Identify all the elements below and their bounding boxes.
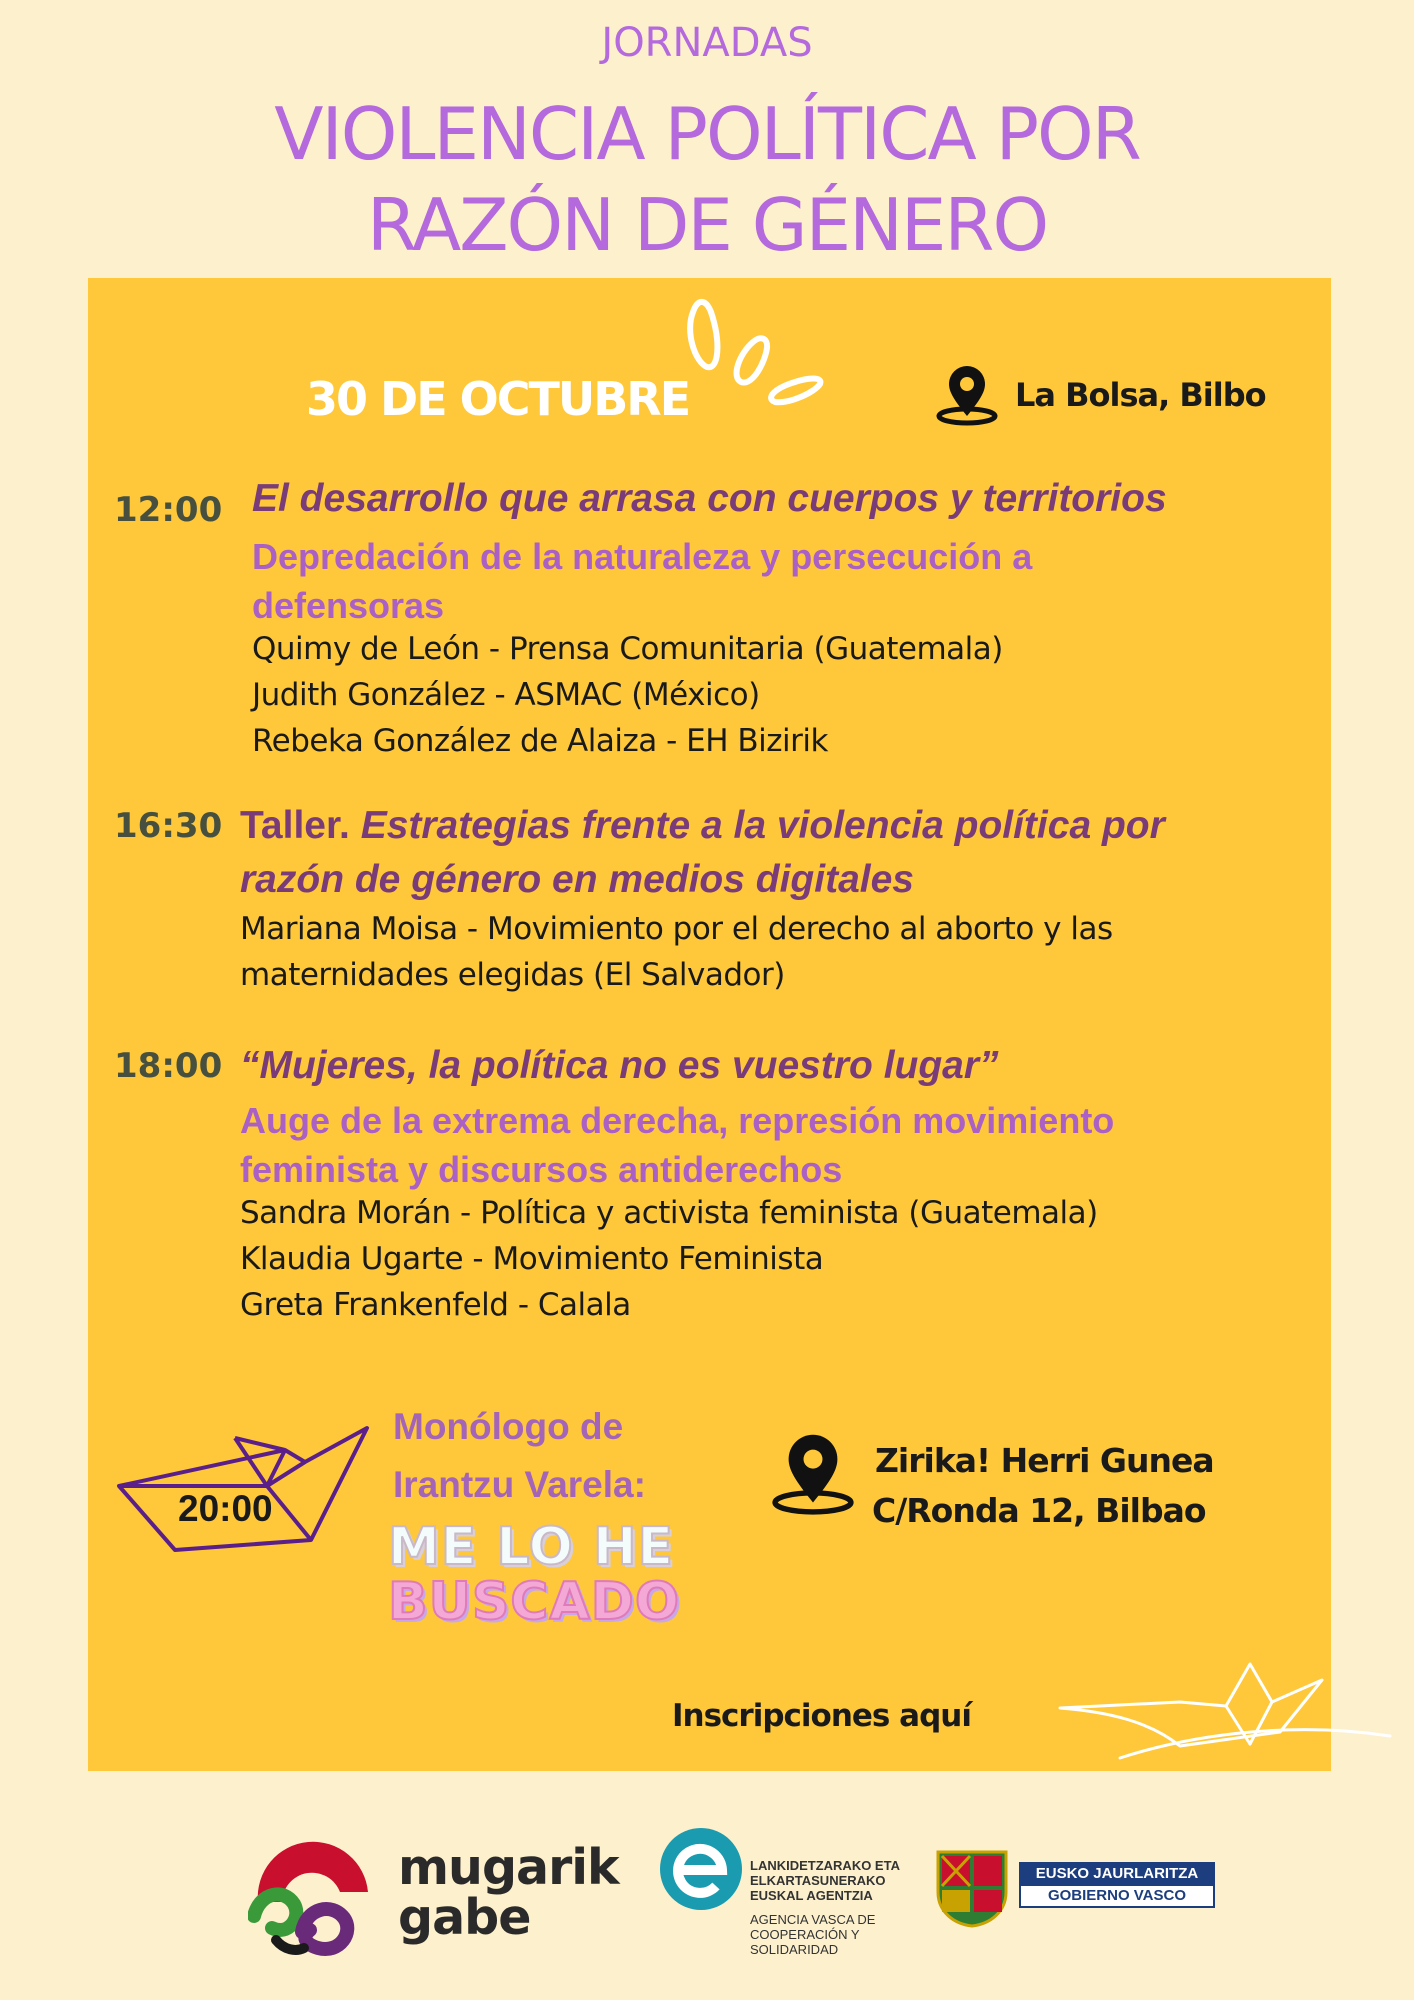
basque-coat-of-arms-icon xyxy=(932,1846,1012,1928)
session-title: “Mujeres, la política no es vuestro lugar” xyxy=(240,1044,999,1087)
registration-link[interactable]: Inscripciones aquí xyxy=(672,1698,971,1734)
session-time: 18:00 xyxy=(114,1046,223,1086)
location-pin-icon xyxy=(770,1432,856,1516)
euskal-agentzia-logo xyxy=(658,1826,744,1912)
sparkle-lines-icon xyxy=(675,292,835,407)
kicker: JORNADAS xyxy=(601,20,813,66)
session-subtitle-line1: Auge de la extrema derecha, represión movimiento xyxy=(240,1100,1115,1141)
euskal-agentzia-line1: LANKIDETZARAKO ETA xyxy=(750,1858,900,1873)
page-title-line2: RAZÓN DE GÉNERO xyxy=(366,183,1048,267)
gobierno-vasco-line1: EUSKO JAURLARITZA xyxy=(1019,1862,1215,1886)
agencia-vasca-line3: SOLIDARIDAD xyxy=(750,1942,839,1957)
monologue-label-line2: Irantzu Varela: xyxy=(393,1464,646,1505)
agencia-vasca-line2: COOPERACIÓN Y xyxy=(750,1927,860,1942)
monologue-venue-line1: Zirika! Herri Gunea xyxy=(875,1441,1214,1480)
speaker: maternidades elegidas (El Salvador) xyxy=(240,957,785,993)
session-title-line2: razón de género en medios digitales xyxy=(240,858,914,901)
speaker: Quimy de León - Prensa Comunitaria (Guatemala) xyxy=(252,631,1003,667)
mugarik-logo-line1: mugarik xyxy=(398,1839,619,1896)
paper-boat-outline-icon xyxy=(1050,1662,1395,1762)
gobierno-vasco-line2: GOBIERNO VASCO xyxy=(1019,1884,1215,1908)
monologue-venue-line2: C/Ronda 12, Bilbao xyxy=(872,1491,1206,1530)
event-venue: La Bolsa, Bilbo xyxy=(1015,376,1266,414)
location-pin-icon xyxy=(936,364,998,426)
session-subtitle-line2: feminista y discursos antiderechos xyxy=(240,1149,843,1190)
agencia-vasca-line1: AGENCIA VASCA DE xyxy=(750,1912,876,1927)
euskal-agentzia-line2: ELKARTASUNERAKO xyxy=(750,1873,886,1888)
session-title: El desarrollo que arrasa con cuerpos y territorios xyxy=(252,477,1167,520)
mugarik-logo-line2: gabe xyxy=(398,1889,531,1946)
monologue-time: 20:00 xyxy=(178,1488,273,1529)
session-time: 16:30 xyxy=(114,806,223,846)
session-subtitle-line1: Depredación de la naturaleza y persecución a xyxy=(252,536,1033,577)
session-subtitle-line2: defensoras xyxy=(252,585,445,626)
session-time: 12:00 xyxy=(114,490,223,530)
speaker: Greta Frankenfeld - Calala xyxy=(240,1287,631,1323)
session-title-text: Estrategias frente a la violencia política por xyxy=(360,804,1165,847)
euskal-agentzia-line3: EUSKAL AGENTZIA xyxy=(750,1888,873,1903)
show-title-line2: BUSCADO xyxy=(388,1572,681,1632)
monologue-label-line1: Monólogo de xyxy=(393,1406,624,1447)
session-title-line1 xyxy=(240,799,1320,853)
speaker: Mariana Moisa - Movimiento por el derecho al aborto y las xyxy=(240,911,1113,947)
speaker: Sandra Morán - Política y activista feminista (Guatemala) xyxy=(240,1195,1098,1231)
event-date: 30 DE OCTUBRE xyxy=(306,372,690,426)
speaker: Rebeka González de Alaiza - EH Bizirik xyxy=(252,723,828,759)
speaker: Judith González - ASMAC (México) xyxy=(252,677,760,713)
show-title-line1: ME LO HE xyxy=(388,1517,675,1577)
page-title-line1: VIOLENCIA POLÍTICA POR xyxy=(274,92,1140,176)
speaker: Klaudia Ugarte - Movimiento Feminista xyxy=(240,1241,824,1277)
session-prefix: Taller. xyxy=(240,804,361,847)
mugarik-gabe-logo xyxy=(248,1832,373,1957)
